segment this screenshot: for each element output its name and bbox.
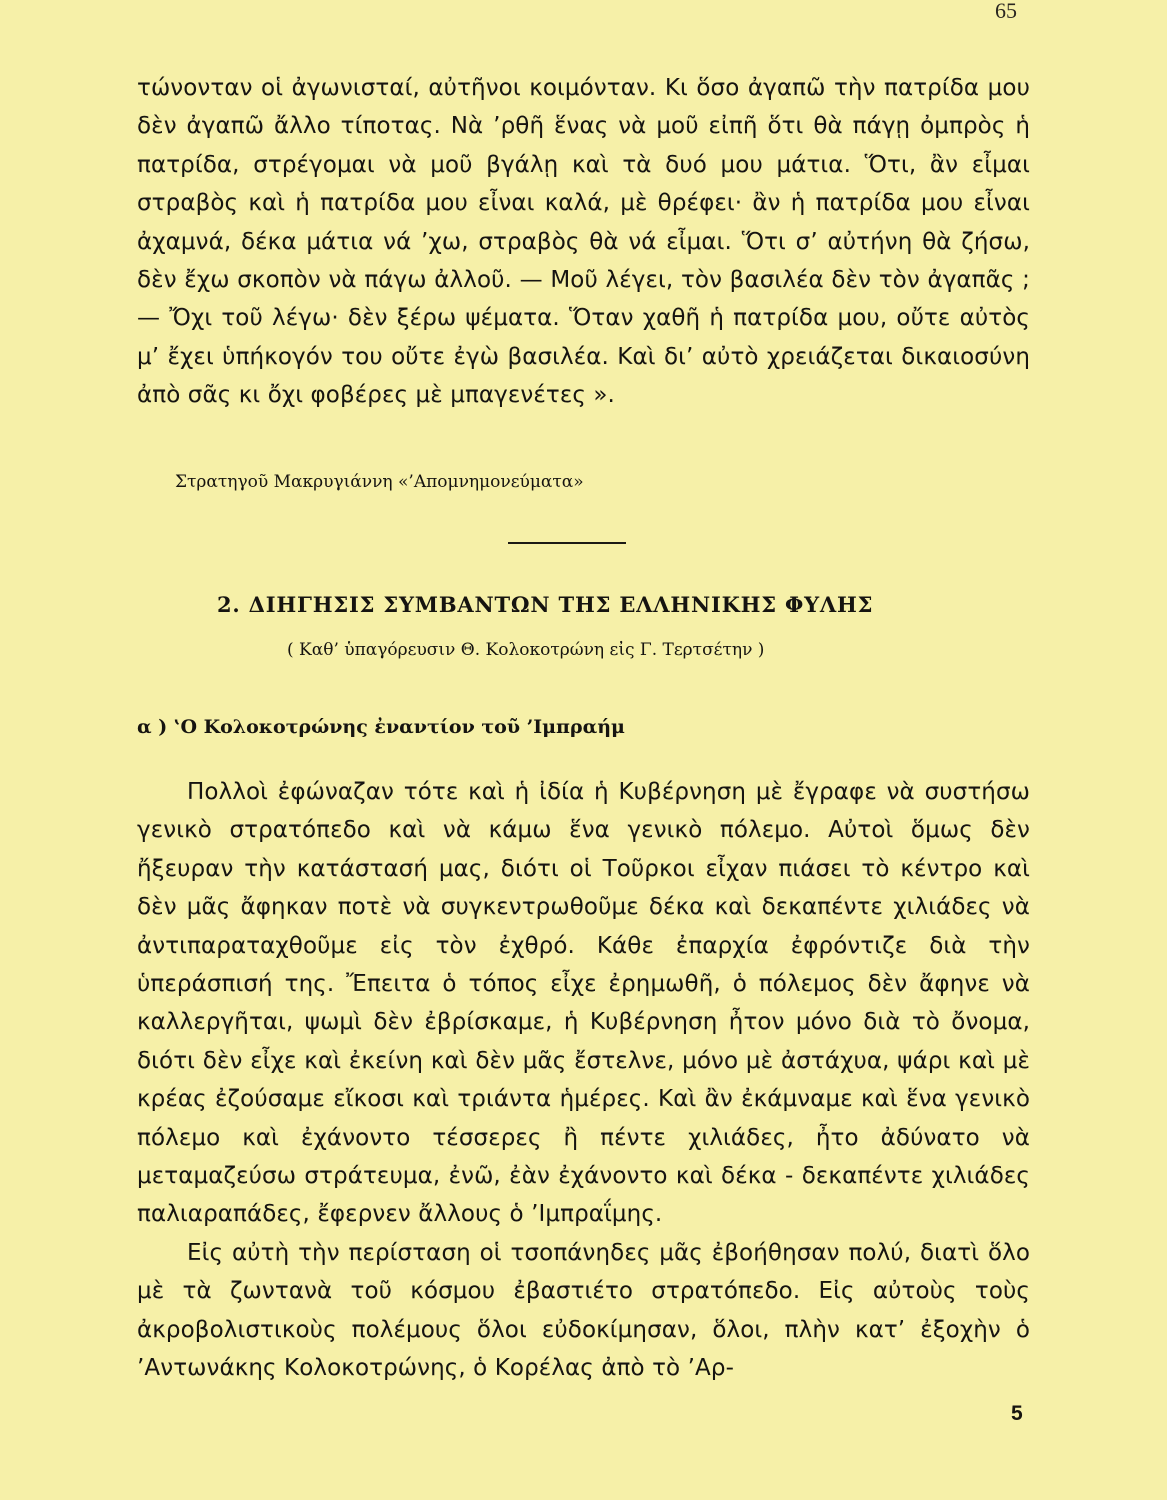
subsection-heading: α ) ‛Ο Κολοκοτρώνης ἐναντίον τοῦ ’Ιμπραήμ: [137, 716, 625, 738]
quote-attribution: Στρατηγοῦ Μακρυγιάννη «’Απομνημονεύματα»: [175, 472, 584, 492]
body-paragraph: Εἰς αὐτὴ τὴν περίσταση οἱ τσοπάνηδες μᾶς ἐβοήθησαν πολύ, διατὶ ὅλο μὲ τὰ ζωντανὰ τοῦ κόσμου ἐβαστιέτο στρατόπεδο. Εἰς αὐτοὺς τοὺς ἀκροβολιστικοὺς πολέμους ὅλοι εὐδοκίμησαν, ὅλοι, πλὴν κατ’ ἐξοχὴν ὁ ’Αντωνάκης Κολοκοτρώνης, ὁ Κορέλας ἀπὸ τὸ ’Αρ-: [137, 1239, 1030, 1382]
footer-page-number: 5: [1011, 1402, 1023, 1425]
section-heading: 2. ΔΙΗΓΗΣΙΣ ΣΥΜΒΑΝΤΩΝ ΤΗΣ ΕΛΛΗΝΙΚΗΣ ΦΥΛΗΣ: [217, 592, 874, 617]
body-paragraph: Πολλοὶ ἐφώναζαν τότε καὶ ἡ ἰδία ἡ Κυβέρνηση μὲ ἔγραφε νὰ συστήσω γενικὸ στρατόπεδο καὶ νὰ κάμω ἕνα γενικὸ πόλεμο. Αὐτοὶ ὅμως δὲν ἤξευραν τὴν κατάστασή μας, διότι οἱ Τοῦρκοι εἶχαν πιάσει τὸ κέντρο καὶ δὲν μᾶς ἄφηκαν ποτὲ νὰ συγκεντρωθοῦμε δέκα καὶ δεκαπέντε χιλιάδες νὰ ἀντιπαραταχθοῦμε εἰς τὸν ἐχθρό. Κάθε ἐπαρχία ἐφρόντιζε διὰ τὴν ὑπεράσπισή της. Ἔπειτα ὁ τόπος εἶχε ἐρημωθῆ, ὁ πόλεμος δὲν ἄφηνε νὰ καλλεργῆται, ψωμὶ δὲν ἐβρίσκαμε, ἡ Κυβέρνηση ἦτον μόνο διὰ τὸ ὄνομα, διότι δὲν εἶχε καὶ ἐκείνη καὶ δὲν μᾶς ἔστελνε, μόνο μὲ ἀστάχυα, ψάρι καὶ μὲ κρέας ἐζούσαμε εἴκοσι καὶ τριάντα ἡμέρες. Καὶ ἂν ἐκάμναμε καὶ ἕνα γενικὸ πόλεμο καὶ ἐχάνοντο τέσσερες ἢ πέντε χιλιάδες, ἦτο ἀδύνατο νὰ μεταμαζεύσω στράτευμα, ἐνῶ, ἐὰν ἐχάνοντο καὶ δέκα - δεκαπέντε χιλιάδες παλιαραπάδες, ἔφερνεν ἄλλους ὁ ’Ιμπραΐμης.: [137, 779, 1030, 1228]
opening-quote-paragraph: τώνονταν οἱ ἀγωνισταί, αὐτῆνοι κοιμόνταν. Κι ὅσο ἀγαπῶ τὴν πατρίδα μου δὲν ἀγαπῶ ἄλλο τίποτας. Νὰ ’ρθῆ ἕνας νὰ μοῦ εἰπῆ ὅτι θὰ πάγῃ ὀμπρὸς ἡ πατρίδα, στρέγομαι νὰ μοῦ βγάλῃ καὶ τὰ δυό μου μάτια. Ὅτι, ἂν εἶμαι στραβὸς καὶ ἡ πατρίδα μου εἶναι καλά, μὲ θρέφει· ἂν ἡ πατρίδα μου εἶναι ἀχαμνά, δέκα μάτια νά ’χω, στραβὸς θὰ νά εἶμαι. Ὅτι σ’ αὐτήνη θὰ ζήσω, δὲν ἔχω σκοπὸν νὰ πάγω ἀλλοῦ. — Μοῦ λέγει, τὸν βασιλέα δὲν τὸν ἀγαπᾶς ; — Ὄχι τοῦ λέγω· δὲν ξέρω ψέματα. Ὅταν χαθῆ ἡ πατρίδα μου, οὔτε αὐτὸς μ’ ἔχει ὑπήκογόν του οὔτε ἐγὼ βασιλέα. Καὶ δι’ αὐτὸ χρειάζεται δικαιοσύνη ἀπὸ σᾶς κι ὄχι φοβέρες μὲ μπαγενέτες ».: [137, 75, 1030, 409]
header-page-number: 65: [995, 0, 1017, 23]
opening-quote-block: [137, 69, 1030, 415]
subsection-body: [137, 773, 1030, 1388]
section-subtitle: ( Καθ’ ὑπαγόρευσιν Θ. Κολοκοτρώνη εἰς Γ. Τερτσέτην ): [287, 640, 765, 660]
section-divider: [508, 542, 626, 544]
